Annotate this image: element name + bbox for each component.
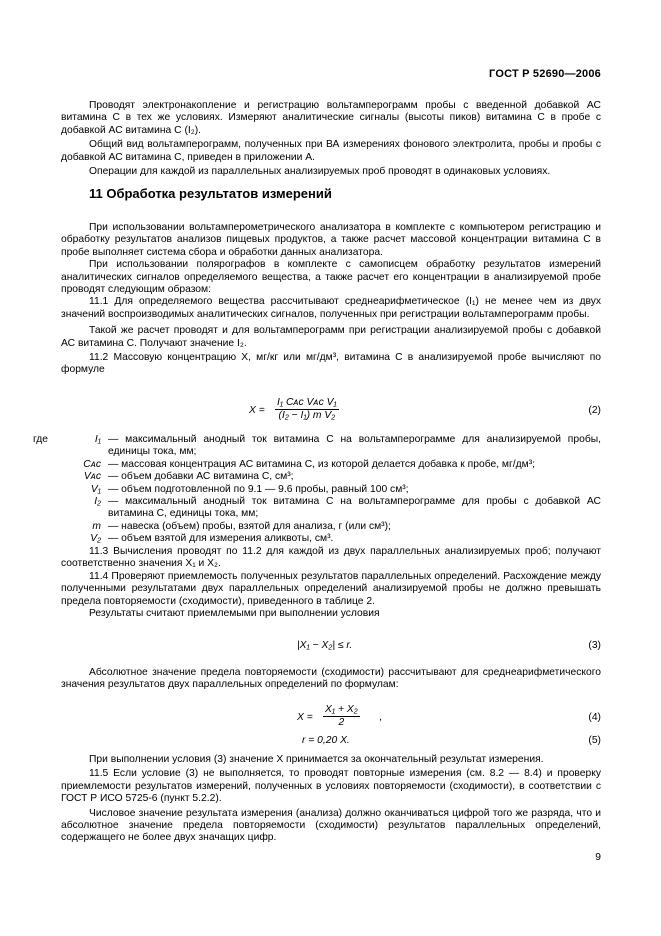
legend-symbol: V₁ (90, 483, 101, 495)
formula-lhs: X = (297, 712, 313, 723)
legend-text: — навеска (объем) пробы, взятой для анализа, г (или см³); (108, 520, 391, 532)
formula-comma: , (379, 712, 382, 723)
legend-item (61, 521, 601, 533)
legend-symbol: Cᴀᴄ (83, 458, 101, 470)
formula-denominator: 2 (338, 717, 345, 729)
section-body (61, 222, 601, 377)
legend-symbol: V₂ (90, 533, 101, 545)
paragraph: При использовании вольтамперометрического анализатора в комплекте с компьютером регистрацию и обработку результатов анализов пищевых продуктов, а также расчет массовой концентрации витамина С в пробе выполняет система сбора и обработки данных анализатора. (61, 222, 601, 258)
section-title: 11 Обработка результатов измерений (89, 186, 332, 201)
paragraph: Такой же расчет проводят и для вольтамперограмм при регистрации анализируемой пробы с добавкой АС витамина С. Получают значение I₂. (61, 325, 601, 349)
legend-text: — объем подготовленной по 9.1 — 9.6 пробы, равный 100 см³; (108, 483, 409, 495)
legend-symbol: I₁ (94, 434, 101, 445)
formula-number: (4) (588, 712, 601, 723)
formula-4 (61, 704, 601, 734)
legend-block (33, 434, 601, 546)
paragraph: 11.4 Проверяют приемлемость полученных результатов параллельных определений. Расхождение между полученными результатами двух параллельных определений анализируемой пробы не должно превышать предела повторяемости (сходимости), приведенного в таблице 2. (61, 570, 601, 607)
paragraph: При использовании полярографов в комплекте с самописцем обработку результатов измерений аналитических сигналов определяемого вещества, а также расчет его концентрации в анализируемой пробе проводят следующим образом: (61, 259, 601, 296)
formula-inequality: |X₁ − X₂| ≤ r. (297, 640, 353, 651)
where-label: где (33, 434, 49, 445)
page-number: 9 (595, 852, 601, 863)
formula-number: (2) (588, 405, 601, 416)
legend-item (61, 484, 601, 496)
legend-text: — максимальный анодный ток витамина С на вольтамперограмме для анализируемой пробы, единицы тока, мм; (108, 434, 601, 458)
paragraph: При выполнении условия (3) значение X принимается за окончательный результат измерения. (89, 754, 544, 765)
paragraph-electro (61, 100, 601, 178)
paragraph: Результаты считают приемлемыми при выполнении условия (89, 608, 380, 620)
legend-symbol: I₂ (94, 496, 101, 508)
legend-item (61, 496, 601, 521)
formula-numerator: X₁ + X₂ (323, 704, 360, 717)
section-body-3 (61, 754, 601, 845)
legend-item (61, 459, 601, 471)
formula-3 (61, 640, 601, 670)
paragraph: Общий вид вольтамперограмм, полученных при ВА измерениях фонового электролита, пробы и пробы с добавкой АС витамина С, приведен в приложении А. (61, 139, 601, 163)
formula-number: (3) (588, 640, 601, 651)
formula-number: (5) (588, 735, 601, 746)
paragraph: 11.1 Для определяемого вещества рассчитывают среднеарифметическое (I₁) не менее чем из двух значений воспроизводимых аналитических сигналов, полученных при регистрации вольтамперограмм пробы. (61, 296, 601, 320)
paragraph: Операции для каждой из параллельных анализируемых проб проводят в одинаковых условиях. (89, 166, 551, 178)
section-body-2 (61, 546, 601, 620)
legend-symbol: m (92, 520, 101, 532)
paragraph: 11.2 Массовую концентрацию X, мг/кг или мг/дм³, витамина С в анализируемой пробе вычисляют по формуле (61, 352, 601, 376)
legend-symbol: Vᴀᴄ (83, 471, 101, 483)
formula-numerator: I₁ Cᴀᴄ Vᴀᴄ V₁ (275, 397, 339, 410)
formula-fraction (275, 397, 339, 423)
document-header: ГОСТ Р 52690—2006 (489, 68, 601, 80)
legend-text: — объем добавки АС витамина С, см³; (108, 471, 294, 483)
legend-item (61, 533, 601, 545)
paragraph: Абсолютное значение предела повторяемости (сходимости) рассчитывают для среднеарифметического значения результатов двух параллельных определений по формулам: (61, 667, 601, 691)
legend-text: — объем взятой для измерения аликвоты, см³. (108, 533, 334, 545)
formula-lhs: X = (249, 405, 265, 416)
formula-2 (61, 397, 601, 427)
paragraph-limit (61, 667, 601, 692)
legend-item (61, 471, 601, 483)
paragraph: Числовое значение результата измерения (анализа) должно оканчиваться цифрой того же разряда, что и абсолютное значение предела повторяемости (сходимости) результатов параллельных определений, содержащего не более двух значащих цифр. (61, 807, 601, 844)
paragraph: 11.5 Если условие (3) не выполняется, то проводят повторные измерения (см. 8.2 — 8.4) и проверку приемлемости результатов измерений, полученных в условиях повторяемости (сходимости), в соответствии с ГОСТ Р ИСО 5725-6 (пункт 5.2.2). (61, 768, 601, 805)
formula-denominator: (I₂ − I₁) m V₂ (278, 410, 336, 422)
formula-r: r = 0,20 X. (302, 735, 350, 746)
legend-text: — максимальный анодный ток витамина С на вольтамперограмме для пробы с добавкой АС витамина С, единицы тока, мм; (108, 496, 601, 520)
paragraph: Проводят электронакопление и регистрацию вольтамперограмм пробы с введенной добавкой АС витамина С в тех же условиях. Измеряют аналитические сигналы (высоты пиков) витамина С в пробе с добавкой АС витамина С (I₂). (61, 100, 601, 136)
legend-text: — массовая концентрация АС витамина С, из которой делается добавка к пробе, мг/дм³; (108, 458, 536, 470)
legend-item (61, 434, 601, 459)
formula-fraction (323, 704, 360, 730)
paragraph: 11.3 Вычисления проводят по 11.2 для каждой из двух параллельных анализируемых проб; получают соответственно значения X₁ и X₂. (61, 546, 601, 570)
